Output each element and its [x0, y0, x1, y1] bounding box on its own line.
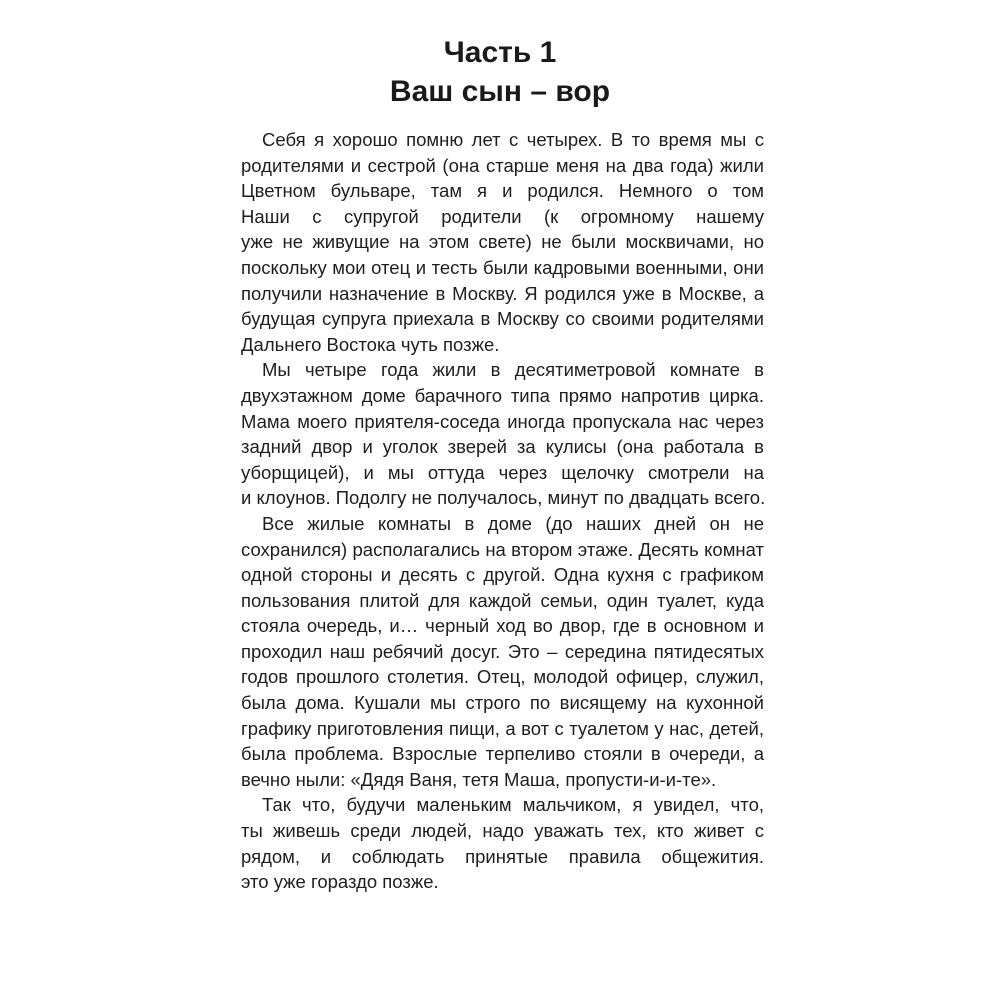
text-line: Наши с супругой родители (к огромному нашему [241, 205, 764, 227]
text-line: будущая супруга приехала в Москву со своими родителями [241, 308, 764, 330]
text-line: была проблема. Взрослые терпеливо стояли в очереди, а [241, 743, 764, 765]
chapter-title-heading: Ваш сын – вор [389, 75, 611, 108]
text-line: Все жилые комнаты в доме (до наших дней он не [262, 512, 764, 534]
chapter-body-text [241, 127, 764, 895]
text-line: получили назначение в Москву. Я родился уже в Москве, а [241, 282, 764, 304]
text-line: годов прошлого столетия. Отец, молодой офицер, служил, [241, 666, 764, 688]
text-line: уже не живущие на этом свете) не были москвичами, но [241, 231, 764, 253]
text-line: Так что, будучи маленьким мальчиком, я увидел, что, [262, 794, 764, 816]
paragraph-3 [241, 511, 764, 793]
chapter-part-heading: Часть 1 [443, 36, 557, 69]
text-line: одной стороны и десять с другой. Одна кухня с графиком [241, 564, 764, 586]
text-line: стояла очередь, и… черный ход во двор, где в основном и [241, 615, 764, 637]
text-line: пользования плитой для каждой семьи, один туалет, куда [241, 589, 764, 611]
paragraph-2 [241, 357, 764, 511]
text-line: Мама моего приятеля-соседа иногда пропускала нас через [241, 410, 764, 432]
text-line: уборщицей), и мы оттуда через щелочку смотрели на [241, 461, 764, 483]
text-line: задний двор и уголок зверей за кулисы (она работала в [241, 436, 764, 458]
text-line: графику приготовления пищи, а вот с туалетом у нас, детей, [241, 717, 764, 739]
text-line: была дома. Кушали мы строго по висящему на кухонной [241, 692, 764, 714]
text-line: сохранился) располагались на втором этаже. Десять комнат [241, 538, 764, 560]
text-line: родителями и сестрой (она старше меня на два года) жили [241, 154, 764, 176]
text-line: вечно ныли: «Дядя Ваня, тетя Маша, пропусти-и-и-те». [241, 768, 717, 790]
paragraph-1 [241, 127, 764, 357]
text-line: Мы четыре года жили в десятиметровой комнате в [262, 359, 764, 381]
text-line: Себя я хорошо помню лет с четырех. В то время мы с [262, 129, 764, 150]
text-line: рядом, и соблюдать принятые правила общежития. [241, 845, 764, 867]
text-line: двухэтажном доме барачного типа прямо напротив цирка. [241, 384, 764, 406]
text-line: проходил наш ребячий досуг. Это – середина пятидесятых [241, 640, 764, 662]
text-line: ты живешь среди людей, надо уважать тех, кто живет с [241, 820, 764, 842]
text-line: Цветном бульваре, там я и родился. Немного о том [241, 180, 764, 202]
text-line: поскольку мои отец и тесть были кадровыми военными, они [241, 256, 764, 278]
text-line: это уже гораздо позже. [241, 871, 439, 893]
text-line: и клоунов. Подолгу не получалось, минут по двадцать всего. [241, 487, 766, 509]
paragraph-4 [241, 792, 764, 894]
text-line: Дальнего Востока чуть позже. [241, 333, 500, 355]
